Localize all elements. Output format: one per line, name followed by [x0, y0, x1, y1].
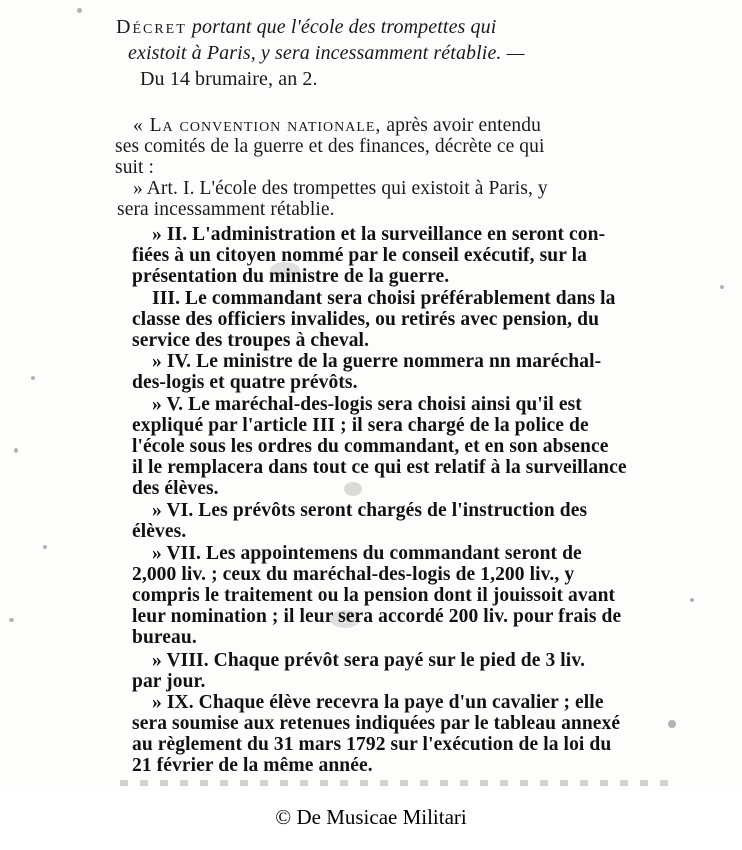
- article-8-line-1: » VIII. Chaque prévôt sera payé sur le pied de 3 liv.: [152, 650, 586, 671]
- decree-title-line-1: [116, 16, 496, 38]
- ink-speck: [720, 285, 724, 289]
- preamble-line-3: suit :: [115, 157, 155, 178]
- article-7-line-5: bureau.: [132, 627, 197, 648]
- preamble-text: après avoir entendu: [386, 115, 541, 136]
- ink-speck: [43, 545, 47, 549]
- article-5-line-5: des élèves.: [132, 478, 219, 499]
- article-9-line-1: » IX. Chaque élève recevra la paye d'un cavalier ; elle: [152, 692, 604, 713]
- article-9-line-3: au règlement du 31 mars 1792 sur l'exécution de la loi du: [132, 734, 612, 755]
- article-5-line-1: » V. Le maréchal-des-logis sera choisi ainsi qu'il est: [152, 394, 582, 415]
- article-2-line-1: » II. L'administration et la surveillance en seront con-: [152, 224, 606, 245]
- article-6-line-1: » VI. Les prévôts seront chargés de l'instruction des: [152, 500, 588, 521]
- preamble-line-2: ses comités de la guerre et des finances, décrète ce qui: [115, 136, 545, 157]
- article-8-line-2: par jour.: [132, 671, 206, 692]
- decree-title-line-2: existoit à Paris, y sera incessamment rétablie. —: [128, 42, 525, 64]
- ink-speck: [668, 720, 676, 728]
- article-7-line-1: » VII. Les appointemens du commandant seront de: [152, 543, 582, 564]
- preamble-line-1: [133, 115, 541, 137]
- ink-speck: [14, 448, 18, 453]
- ink-speck: [31, 376, 35, 380]
- article-6-line-2: élèves.: [132, 521, 187, 542]
- article-2-line-2: fiées à un citoyen nommé par le conseil exécutif, sur la: [132, 245, 587, 266]
- article-7-line-3: compris le traitement ou la pension dont il jouissoit avant: [132, 585, 616, 606]
- article-9-line-2: sera soumise aux retenues indiquées par le tableau annexé: [132, 713, 621, 734]
- article-7-line-2: 2,000 liv. ; ceux du maréchal-des-logis de 1,200 liv., y: [132, 564, 575, 585]
- decree-date: Du 14 brumaire, an 2.: [140, 68, 318, 90]
- decree-title-text: portant que l'école des trompettes qui: [191, 16, 497, 38]
- article-4-line-1: » IV. Le ministre de la guerre nommera nn maréchal-: [152, 351, 602, 372]
- article-1-line-2: sera incessamment rétablie.: [117, 199, 335, 220]
- ink-speck: [9, 618, 14, 622]
- article-3-line-2: classe des officiers invalides, ou retirés avec pension, du: [132, 309, 600, 330]
- article-3-line-1: III. Le commandant sera choisi préférablement dans la: [152, 288, 616, 309]
- article-5-line-4: il le remplacera dans tout ce qui est relatif à la surveillance: [132, 457, 627, 478]
- ink-smudge: [344, 482, 362, 496]
- ink-speck: [690, 598, 694, 602]
- article-2-line-3: présentation du ministre de la guerre.: [132, 266, 450, 287]
- ink-speck: [77, 8, 82, 13]
- copyright-notice: © De Musicae Militari: [275, 805, 467, 829]
- article-5-line-3: l'école sous les ordres du commandant, et en son absence: [132, 436, 609, 457]
- decree-title-initial: Décret: [116, 16, 187, 38]
- article-1-line-1: » Art. I. L'école des trompettes qui existoit à Paris, y: [133, 178, 548, 199]
- article-3-line-3: service des troupes à cheval.: [132, 330, 370, 351]
- convention-nationale: « La convention nationale,: [133, 115, 382, 136]
- article-9-line-4: 21 février de la même année.: [132, 755, 373, 776]
- article-4-line-2: des-logis et quatre prévôts.: [132, 372, 358, 393]
- cut-off-next-line: [120, 780, 680, 786]
- article-5-line-2: expliqué par l'article III ; il sera chargé de la police de: [132, 415, 589, 436]
- article-7-line-4: leur nomination ; il leur sera accordé 200 liv. pour frais de: [132, 606, 622, 627]
